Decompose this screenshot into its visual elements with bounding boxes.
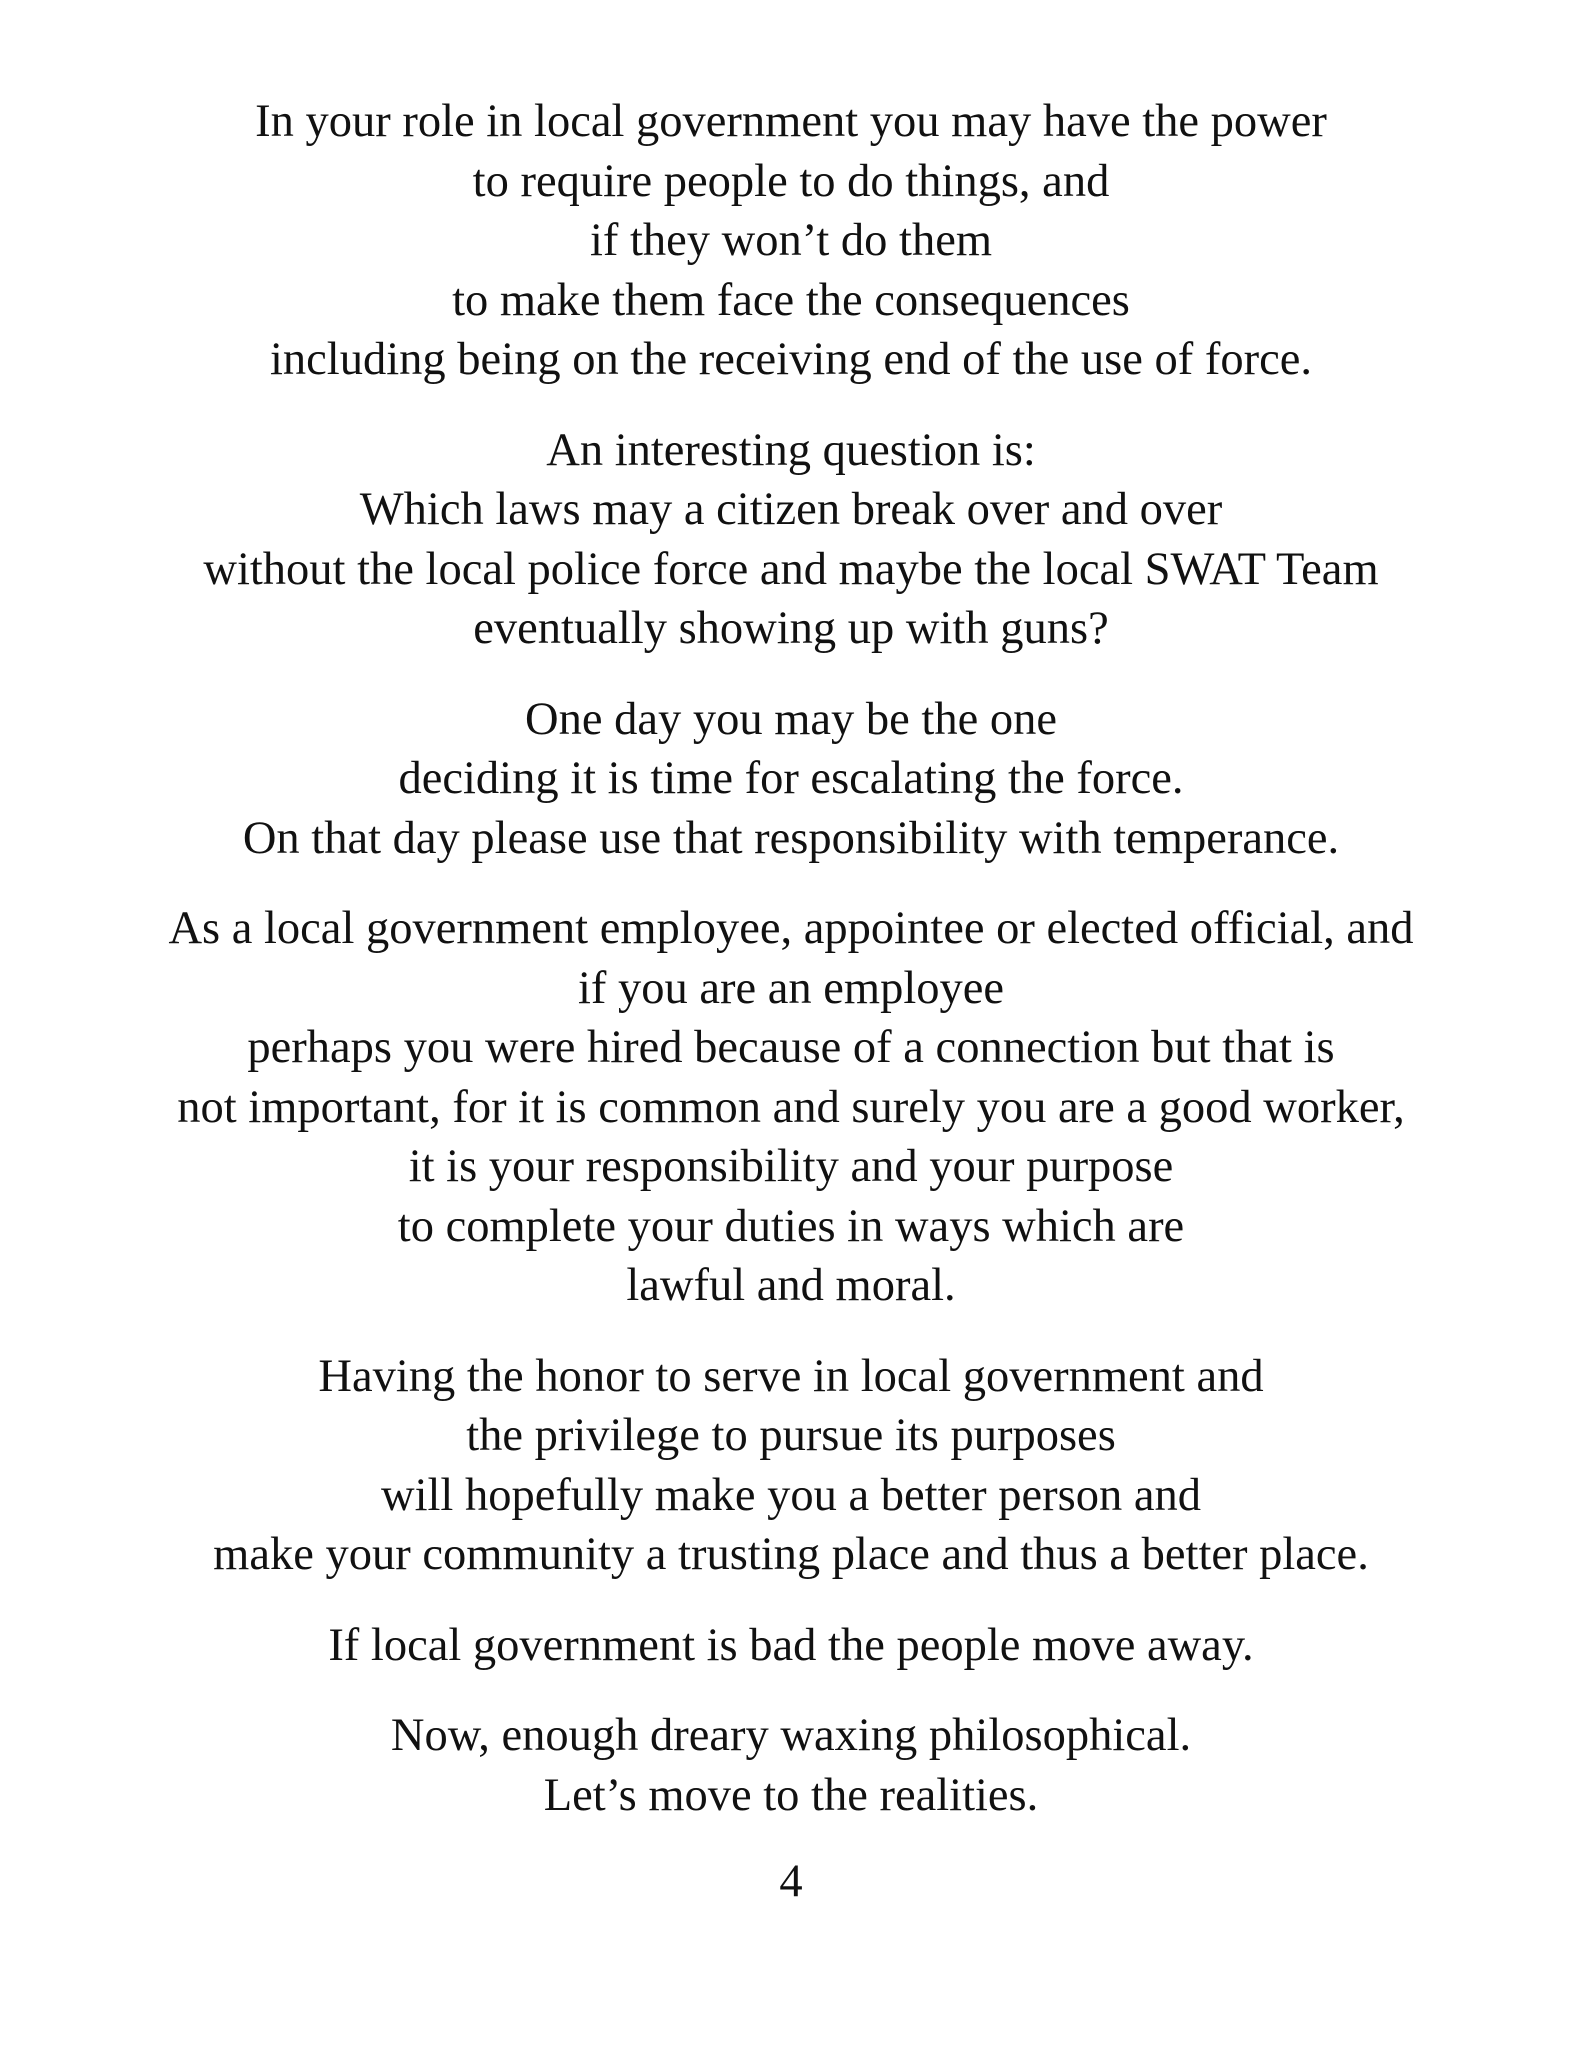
text-line: to complete your duties in ways which are [397, 1200, 1185, 1252]
paragraph [40, 1706, 1542, 1825]
paragraph [40, 899, 1542, 1316]
paragraph [40, 421, 1542, 659]
text-line: Now, enough dreary waxing philosophical. [390, 1710, 1192, 1761]
text-line: including being on the receiving end of the use of force. [269, 334, 1313, 385]
text-line: As a local government employee, appointee or elected official, and [168, 903, 1414, 954]
text-line: In your role in local government you may have the power [255, 96, 1327, 147]
text-line: lawful and moral. [626, 1260, 956, 1311]
page-number: 4 [779, 1856, 803, 1907]
text-line: On that day please use that responsibility with temperance. [242, 812, 1340, 864]
body-text [40, 92, 1542, 1856]
text-line: to make them face the consequences [452, 274, 1130, 326]
text-line: An interesting question is: [546, 424, 1036, 476]
text-line: the privilege to pursue its purposes [466, 1410, 1116, 1461]
text-line: Which laws may a citizen break over and over [359, 484, 1223, 535]
text-line: If local government is bad the people move away. [328, 1619, 1254, 1671]
text-line: it is your responsibility and your purpose [408, 1141, 1174, 1192]
paragraph [40, 690, 1542, 869]
text-line: if they won’t do them [589, 215, 993, 266]
text-line: Let’s move to the realities. [543, 1769, 1039, 1821]
paragraph [40, 1347, 1542, 1585]
text-line: will hopefully make you a better person and [381, 1469, 1201, 1521]
text-line: perhaps you were hired because of a connection but that is [247, 1022, 1335, 1073]
text-line: make your community a trusting place and thus a better place. [213, 1529, 1369, 1580]
text-line: not important, for it is common and surely you are a good worker, [177, 1081, 1405, 1133]
text-line: to require people to do things, and [472, 155, 1110, 207]
paragraph [40, 92, 1542, 390]
text-line: without the local police force and maybe the local SWAT Team [203, 543, 1379, 595]
text-line: One day you may be the one [524, 693, 1057, 745]
text-line: deciding it is time for escalating the force. [398, 753, 1184, 804]
text-line: if you are an employee [577, 962, 1005, 1014]
text-line: eventually showing up with guns? [473, 603, 1109, 654]
text-line: Having the honor to serve in local government and [318, 1350, 1264, 1402]
paragraph [40, 1616, 1542, 1676]
